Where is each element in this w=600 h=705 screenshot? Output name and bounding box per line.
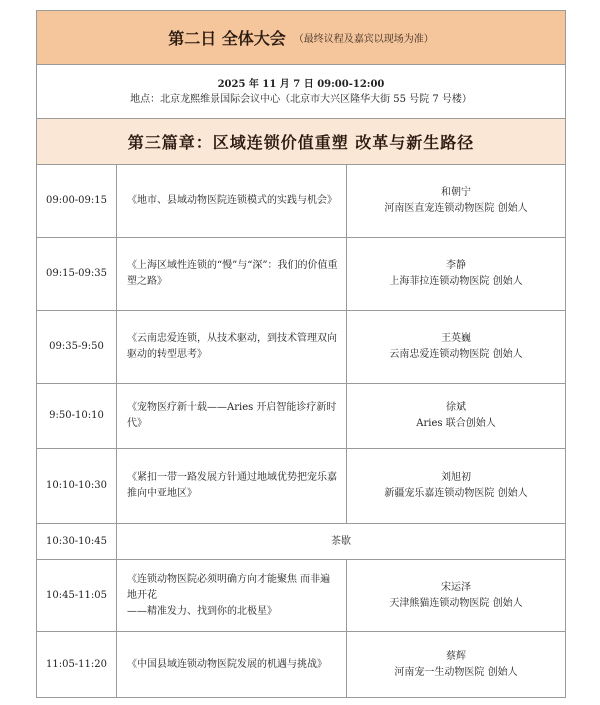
speaker-name: 宋运泽 bbox=[441, 581, 471, 593]
row-topic: 《宠物医疗新十载——Aries 开启智能诊疗新时代》 bbox=[117, 384, 347, 448]
agenda-row bbox=[37, 449, 565, 524]
row-speaker bbox=[347, 238, 565, 310]
row-time: 09:00-09:15 bbox=[37, 165, 117, 237]
speaker-name: 王英巍 bbox=[441, 333, 471, 344]
speaker-role: 云南忠爱连锁动物医院 创始人 bbox=[389, 349, 523, 360]
agenda-row-break bbox=[37, 524, 565, 560]
row-time: 10:30-10:45 bbox=[37, 524, 117, 559]
day-note: （最终议程及嘉宾以现场为准） bbox=[293, 34, 434, 45]
row-time: 09:15-09:35 bbox=[37, 238, 117, 310]
row-topic: 《云南忠爱连锁，从技术驱动，到技术管理双向驱动的转型思考》 bbox=[117, 311, 347, 383]
agenda-row bbox=[37, 311, 565, 384]
tea-break-label: 茶歇 bbox=[331, 535, 351, 547]
agenda-row bbox=[37, 632, 565, 697]
row-speaker bbox=[347, 311, 565, 383]
speaker-role: Aries 联合创始人 bbox=[416, 418, 496, 429]
chapter-title: 第三篇章：区域连锁价值重塑 改革与新生路径 bbox=[37, 119, 565, 165]
speaker-name: 和朝宁 bbox=[441, 187, 471, 198]
row-time: 9:50-10:10 bbox=[37, 384, 117, 448]
row-topic: 《上海区域性连锁的“慢”与“深”：我们的价值重塑之路》 bbox=[117, 238, 347, 310]
speaker-name: 蔡辉 bbox=[446, 650, 466, 662]
row-topic: 《紧扣一带一路发展方针通过地域优势把宠乐嘉推向中亚地区》 bbox=[117, 449, 347, 523]
agenda-row bbox=[37, 384, 565, 449]
topic-line-1: 《连锁动物医院必须明确方向才能聚焦 而非遍地开花 bbox=[127, 573, 331, 601]
topic-line-2: ——精准发力、找到你的北极星》 bbox=[127, 605, 277, 617]
row-time: 11:05-11:20 bbox=[37, 632, 117, 697]
row-speaker bbox=[347, 384, 565, 448]
agenda-row bbox=[37, 165, 565, 238]
speaker-name: 李静 bbox=[446, 260, 466, 271]
agenda-row bbox=[37, 560, 565, 632]
row-topic: 《地市、县域动物医院连锁模式的实践与机会》 bbox=[117, 165, 347, 237]
speaker-role: 上海菲拉连锁动物医院 创始人 bbox=[389, 276, 523, 287]
row-speaker bbox=[347, 560, 565, 631]
day-title: 第二日 全体大会 bbox=[168, 29, 286, 48]
speaker-role: 新疆宠乐嘉连锁动物医院 创始人 bbox=[384, 488, 528, 499]
agenda-row bbox=[37, 238, 565, 311]
agenda-sheet bbox=[36, 10, 566, 698]
session-location: 地点：北京龙熙维景国际会议中心（北京市大兴区隆华大街 55 号院 7 号楼） bbox=[130, 93, 472, 105]
speaker-name: 徐斌 bbox=[446, 402, 466, 413]
row-speaker bbox=[347, 449, 565, 523]
row-topic bbox=[117, 560, 347, 631]
day-header bbox=[37, 11, 565, 65]
speaker-role: 河南医直宠连锁动物医院 创始人 bbox=[384, 203, 528, 214]
speaker-name: 刘旭初 bbox=[441, 472, 471, 483]
row-time: 10:45-11:05 bbox=[37, 560, 117, 631]
speaker-role: 天津熊猫连锁动物医院 创始人 bbox=[389, 597, 523, 609]
session-datetime: 2025 年 11 月 7 日 09:00-12:00 bbox=[217, 78, 385, 90]
row-time: 10:10-10:30 bbox=[37, 449, 117, 523]
speaker-role: 河南宠一生动物医院 创始人 bbox=[394, 666, 518, 678]
row-time: 09:35-9:50 bbox=[37, 311, 117, 383]
row-speaker bbox=[347, 165, 565, 237]
session-info bbox=[37, 65, 565, 119]
row-speaker bbox=[347, 632, 565, 697]
row-topic: 《中国县域连锁动物医院发展的机遇与挑战》 bbox=[117, 632, 347, 697]
